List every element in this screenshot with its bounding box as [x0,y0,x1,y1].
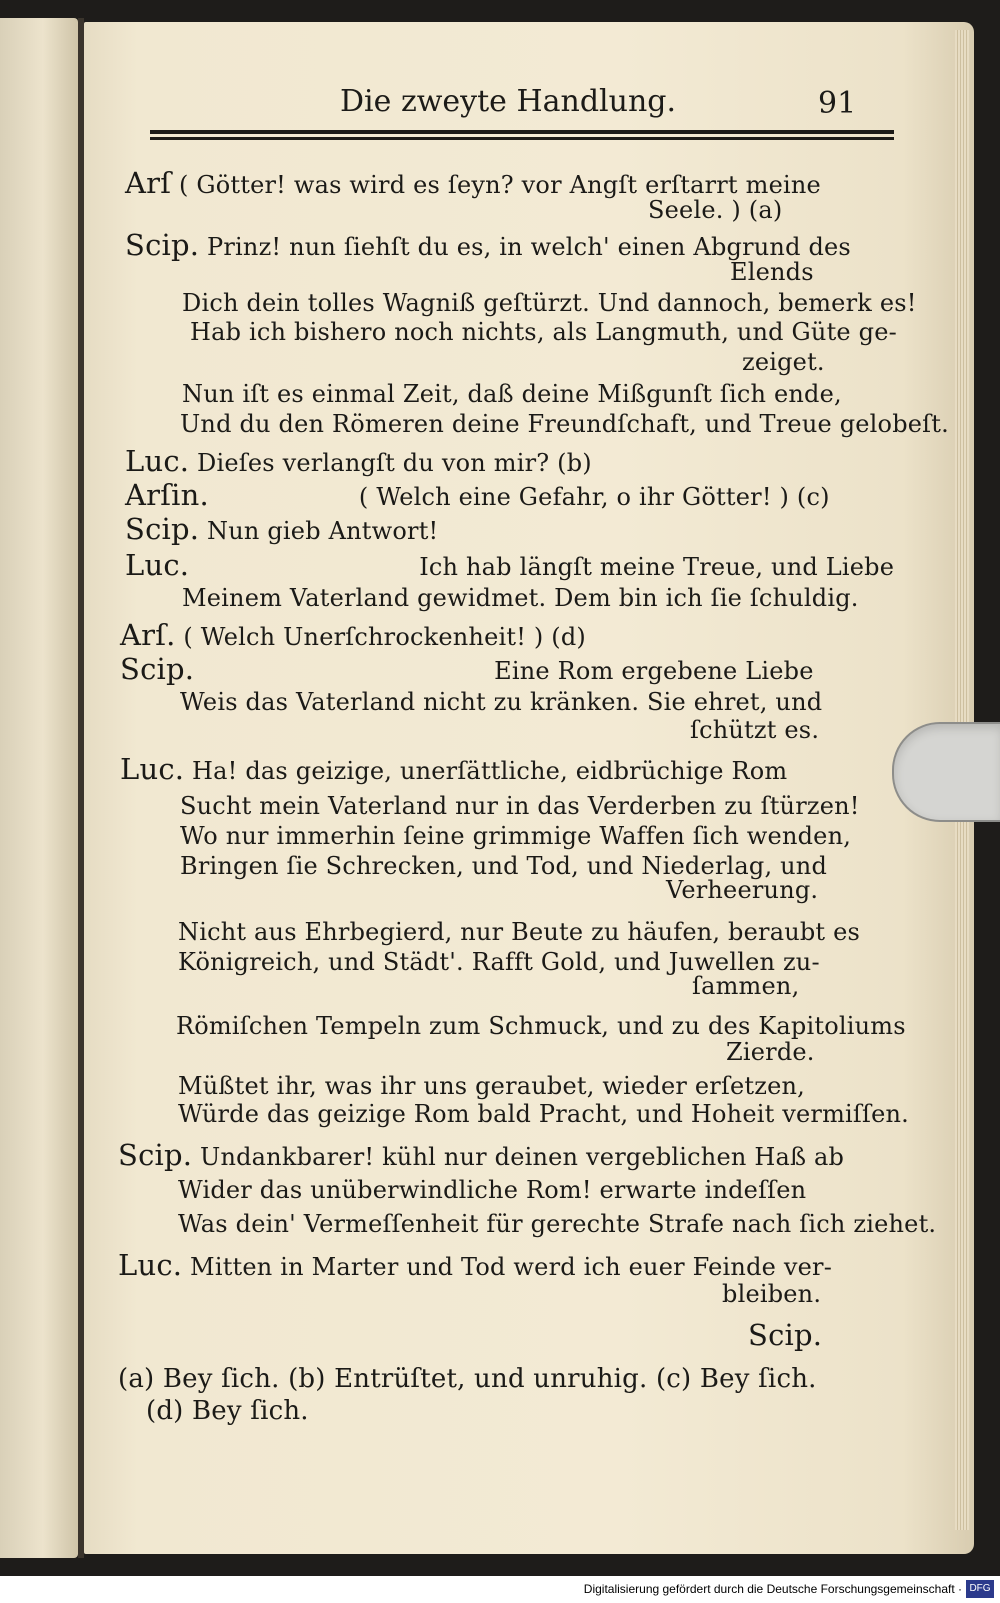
text-line: Bringen ſie Schrecken, und Tod, und Niederlag, und [180,852,828,880]
speaker-label: Arſin. [125,478,209,512]
text-line: Scip. Undankbarer! kühl nur deinen vergeblichen Haß ab [118,1138,845,1172]
footnote: (d) Bey ſich. [146,1396,309,1426]
text-line: Arſ ( Götter! was wird es ſeyn? vor Angſt erſtarrt meine [125,166,821,200]
speaker-label: Arſ. [120,618,176,652]
text-line: Wider das unüberwindliche Rom! erwarte indeſſen [178,1176,807,1204]
digitization-footer [0,1576,1000,1603]
text-line: Verheerung. [666,876,819,904]
text-line: Scip. Prinz! nun ſiehſt du es, in welch' einen Abgrund des [125,228,851,262]
text-line: Dich dein tolles Wagniß geſtürzt. Und dannoch, bemerk es! [182,289,917,317]
text-line: Luc. Dieſes verlangſt du von mir? (b) [125,444,592,478]
page-number: 91 [818,86,857,121]
text-line: Zierde. [726,1038,815,1066]
text-line: Luc. Mitten in Marter und Tod werd ich euer Feinde ver- [118,1248,833,1282]
text-line: Arſin. ( Welch eine Gefahr, o ihr Götter! ) (c) [125,478,830,512]
catchword: Scip. [748,1318,823,1352]
speaker-label: Luc. [120,752,185,786]
text-line: Luc. Ich hab längſt meine Treue, und Liebe [125,548,895,582]
text-line: Luc. Ha! das geizige, unerſättliche, eidbrüchige Rom [120,752,788,786]
text-line: Römiſchen Tempeln zum Schmuck, und zu des Kapitoliums [176,1012,906,1040]
speaker-label: Luc. [125,444,190,478]
footnote: (a) Bey ſich. (b) Entrüſtet, und unruhig. (c) Bey ſich. [118,1364,817,1394]
speaker-label: Scip. [125,512,200,546]
running-header-title: Die zweyte Handlung. [340,84,677,119]
text-line: Arſ. ( Welch Unerſchrockenheit! ) (d) [120,618,586,652]
text-line: Königreich, und Städt'. Rafft Gold, und Juwellen zu- [178,948,820,976]
text-line: Weis das Vaterland nicht zu kränken. Sie ehret, und [180,688,823,716]
text-line: Elends [730,258,814,286]
text-line: Was dein' Vermeſſenheit für gerechte Strafe nach ſich ziehet. [178,1210,937,1238]
text-line: ſammen, [692,972,800,1000]
text-line: Scip. Eine Rom ergebene Liebe [120,652,814,686]
speaker-label: Scip. [118,1138,193,1172]
text-line: Wo nur immerhin ſeine grimmige Waffen ſich wenden, [180,822,852,850]
text-line: Müßtet ihr, was ihr uns geraubet, wieder erſetzen, [178,1072,806,1100]
speaker-label: Scip. [125,228,200,262]
speaker-label: Luc. [125,548,190,582]
text-line: Würde das geizige Rom bald Pracht, und Hoheit vermiſſen. [178,1100,909,1128]
text-line: Meinem Vaterland gewidmet. Dem bin ich ſie ſchuldig. [182,584,859,612]
text-line: bleiben. [722,1280,822,1308]
text-line: Nun iſt es einmal Zeit, daß deine Mißgunſt ſich ende, [182,380,842,408]
speaker-label: Scip. [120,652,195,686]
text-line: Sucht mein Vaterland nur in das Verderben zu ſtürzen! [180,792,860,820]
text-line: Seele. ) (a) [648,196,783,224]
text-line: ſchützt es. [690,716,820,744]
text-line: zeiget. [742,348,825,376]
speaker-label: Arſ [125,166,172,200]
footer-credit: Digitalisierung gefördert durch die Deutsche Forschungsgemeinschaft · [583,1582,962,1596]
text-line: Scip. Nun gieb Antwort! [125,512,439,546]
dfg-logo: DFG [966,1580,994,1598]
text-line: Nicht aus Ehrbegierd, nur Beute zu häufen, beraubt es [178,918,861,946]
speaker-label: Luc. [118,1248,183,1282]
text-line: Und du den Römeren deine Freundſchaft, und Treue gelobeſt. [180,410,949,438]
text-line: Hab ich bishero noch nichts, als Langmuth, und Güte ge- [190,318,897,346]
